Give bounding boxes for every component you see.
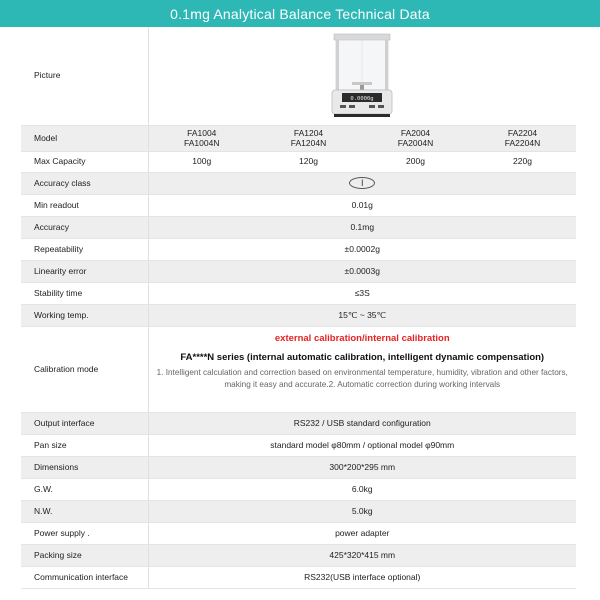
- analytical-balance-image: [327, 32, 397, 120]
- model-name-n: FA1004N: [184, 138, 220, 148]
- model-name: FA1004: [187, 128, 217, 138]
- label-calibration-mode: Calibration mode: [21, 326, 148, 412]
- model-name-n: FA2204N: [504, 138, 541, 148]
- label-repeatability: Repeatability: [21, 238, 148, 260]
- calibration-series-note: FA****N series (internal automatic calibration, intelligent dynamic compensation): [180, 352, 545, 363]
- label-net-weight: N.W.: [21, 500, 148, 522]
- capacity-value: 100g: [148, 151, 255, 172]
- accuracy-class-value: [148, 172, 576, 194]
- row-picture: [21, 27, 576, 125]
- capacity-value: 200g: [362, 151, 469, 172]
- model-name-n: FA1204N: [290, 138, 327, 148]
- label-max-capacity: Max Capacity: [21, 151, 148, 172]
- label-picture: Picture: [21, 27, 148, 125]
- row-packing-size: [21, 544, 576, 566]
- min-readout-value: 0.01g: [148, 194, 576, 216]
- label-working-temp: Working temp.: [21, 304, 148, 326]
- model-cell: [469, 125, 576, 151]
- row-working-temp: [21, 304, 576, 326]
- stability-time-value: ≤3S: [148, 282, 576, 304]
- row-dimensions: [21, 456, 576, 478]
- calibration-mode-value: [148, 326, 576, 412]
- power-supply-value: power adapter: [148, 522, 576, 544]
- accuracy-class-badge: I: [349, 177, 375, 189]
- label-power-supply: Power supply .: [21, 522, 148, 544]
- output-interface-value: RS232 / USB standard configuration: [148, 412, 576, 434]
- row-accuracy: [21, 216, 576, 238]
- net-weight-value: 5.0kg: [148, 500, 576, 522]
- label-dimensions: Dimensions: [21, 456, 148, 478]
- label-min-readout: Min readout: [21, 194, 148, 216]
- label-linearity-error: Linearity error: [21, 260, 148, 282]
- packing-size-value: 425*320*415 mm: [148, 544, 576, 566]
- model-cell: [255, 125, 362, 151]
- label-gross-weight: G.W.: [21, 478, 148, 500]
- label-communication-interface: Communication interface: [21, 566, 148, 588]
- balance-display-text: 0.0000g: [350, 95, 374, 102]
- row-model: [21, 125, 576, 151]
- page-title: 0.1mg Analytical Balance Technical Data: [0, 0, 600, 27]
- row-calibration-mode: [21, 326, 576, 412]
- model-name: FA2204: [507, 128, 538, 138]
- label-model: Model: [21, 125, 148, 151]
- linearity-error-value: ±0.0003g: [148, 260, 576, 282]
- repeatability-value: ±0.0002g: [148, 238, 576, 260]
- row-min-readout: [21, 194, 576, 216]
- capacity-value: 220g: [469, 151, 576, 172]
- calibration-description: 1. Intelligent calculation and correction based on environmental temperature, humidity, vibration and other factors, making it easy and accurate.2. Automatic correction during working intervals: [156, 368, 568, 389]
- row-gross-weight: [21, 478, 576, 500]
- row-stability-time: [21, 282, 576, 304]
- row-repeatability: [21, 238, 576, 260]
- label-accuracy: Accuracy: [21, 216, 148, 238]
- model-name: FA2004: [400, 128, 431, 138]
- row-accuracy-class: [21, 172, 576, 194]
- model-name-n: FA2004N: [397, 138, 434, 148]
- label-packing-size: Packing size: [21, 544, 148, 566]
- row-max-capacity: [21, 151, 576, 172]
- row-communication-interface: [21, 566, 576, 588]
- communication-interface-value: RS232(USB interface optional): [148, 566, 576, 588]
- working-temp-value: 15℃ ~ 35℃: [148, 304, 576, 326]
- model-cell: [148, 125, 255, 151]
- pan-size-value: standard model φ80mm / optional model φ90mm: [148, 434, 576, 456]
- accuracy-value: 0.1mg: [148, 216, 576, 238]
- dimensions-value: 300*200*295 mm: [148, 456, 576, 478]
- label-output-interface: Output interface: [21, 412, 148, 434]
- row-pan-size: [21, 434, 576, 456]
- picture-cell: [148, 27, 576, 125]
- capacity-value: 120g: [255, 151, 362, 172]
- calibration-type-heading: external calibration/internal calibration: [274, 333, 450, 344]
- label-accuracy-class: Accuracy class: [21, 172, 148, 194]
- label-stability-time: Stability time: [21, 282, 148, 304]
- gross-weight-value: 6.0kg: [148, 478, 576, 500]
- label-pan-size: Pan size: [21, 434, 148, 456]
- row-power-supply: [21, 522, 576, 544]
- row-output-interface: [21, 412, 576, 434]
- model-cell: [362, 125, 469, 151]
- spec-table: [21, 27, 576, 589]
- model-name: FA1204: [293, 128, 324, 138]
- row-linearity-error: [21, 260, 576, 282]
- row-net-weight: [21, 500, 576, 522]
